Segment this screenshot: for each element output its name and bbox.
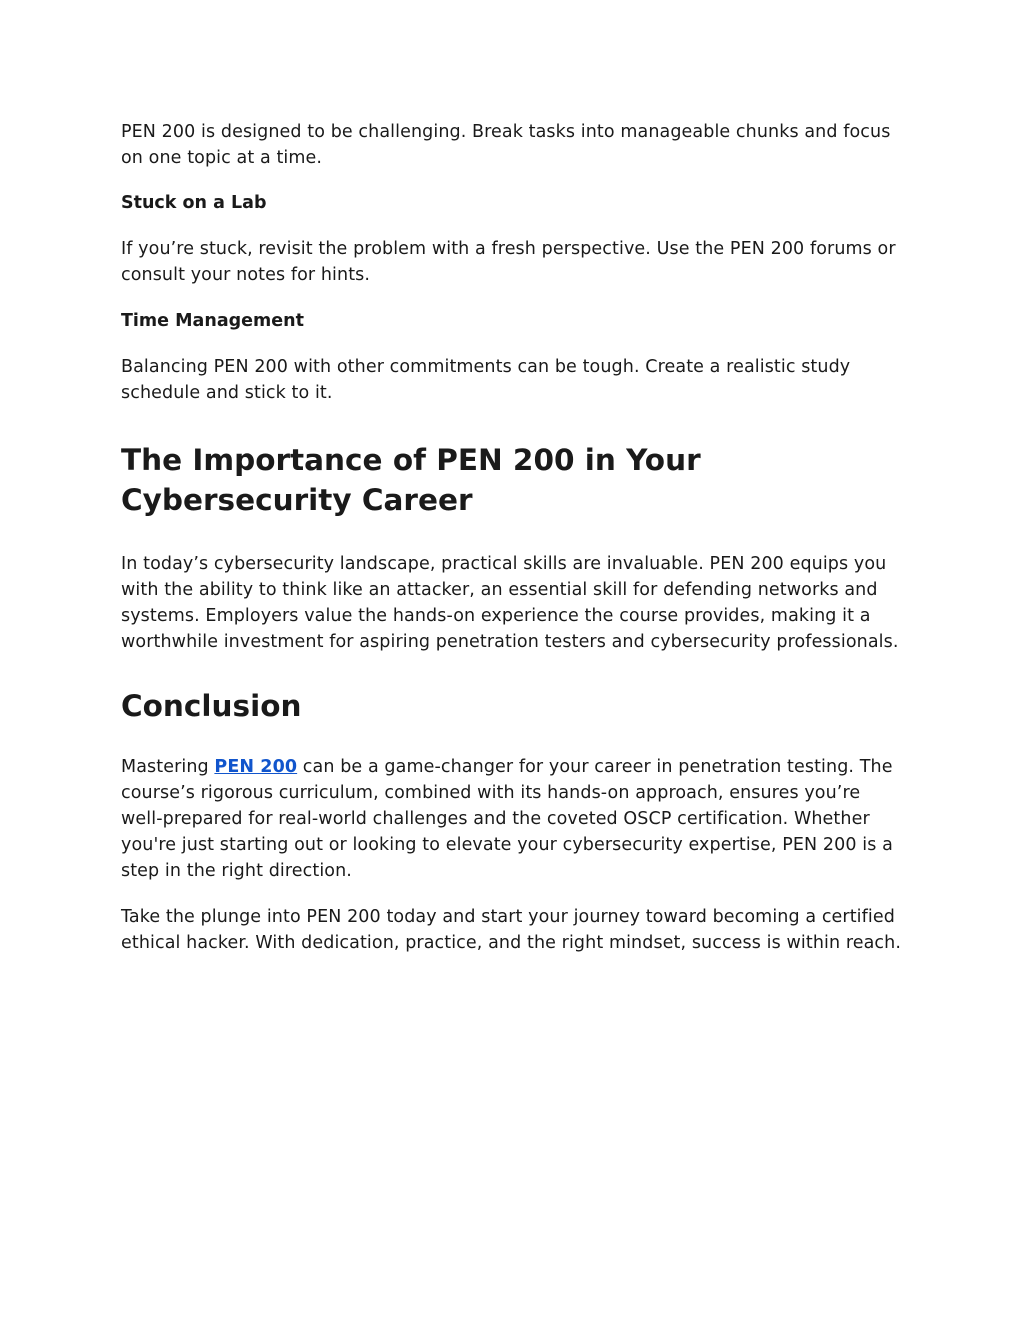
time-management-paragraph: Balancing PEN 200 with other commitments can be tough. Create a realistic study schedule and stick to it. — [121, 357, 851, 403]
conclusion-paragraph — [121, 754, 901, 884]
stuck-on-lab-paragraph: If you’re stuck, revisit the problem with a fresh perspective. Use the PEN 200 forums or consult your notes for hints. — [121, 239, 896, 285]
conclusion-text-before-link: Mastering — [121, 757, 215, 777]
time-management-heading: Time Management — [121, 311, 304, 331]
stuck-on-lab-heading: Stuck on a Lab — [121, 193, 267, 213]
conclusion-text-after-link: can be a game-changer for your career in penetration testing. The course’s rigorous curriculum, combined with its hands-on approach, ensures you’re well-prepared for real-world challenges and the coveted OSCP certification. Whether you're just starting out or looking to elevate your cybersecurity expertise, PEN 200 is a step in the right direction. — [121, 757, 893, 881]
closing-paragraph: Take the plunge into PEN 200 today and start your journey toward becoming a certified ethical hacker. With dedication, practice, and the right mindset, success is within reach. — [121, 907, 902, 953]
conclusion-heading: Conclusion — [121, 689, 302, 723]
pen-200-link[interactable]: PEN 200 — [214, 757, 298, 777]
importance-paragraph: In today’s cybersecurity landscape, practical skills are invaluable. PEN 200 equips you with the ability to think like an attacker, an essential skill for defending networks and systems. Employers value the hands-on experience the course provides, making it a worthwhile investment for aspiring penetration testers and cybersecurity professionals. — [121, 554, 899, 652]
importance-heading: The Importance of PEN 200 in Your Cybersecurity Career — [121, 443, 701, 517]
intro-paragraph: PEN 200 is designed to be challenging. Break tasks into manageable chunks and focus on one topic at a time. — [121, 122, 891, 168]
document-page — [121, 119, 901, 956]
